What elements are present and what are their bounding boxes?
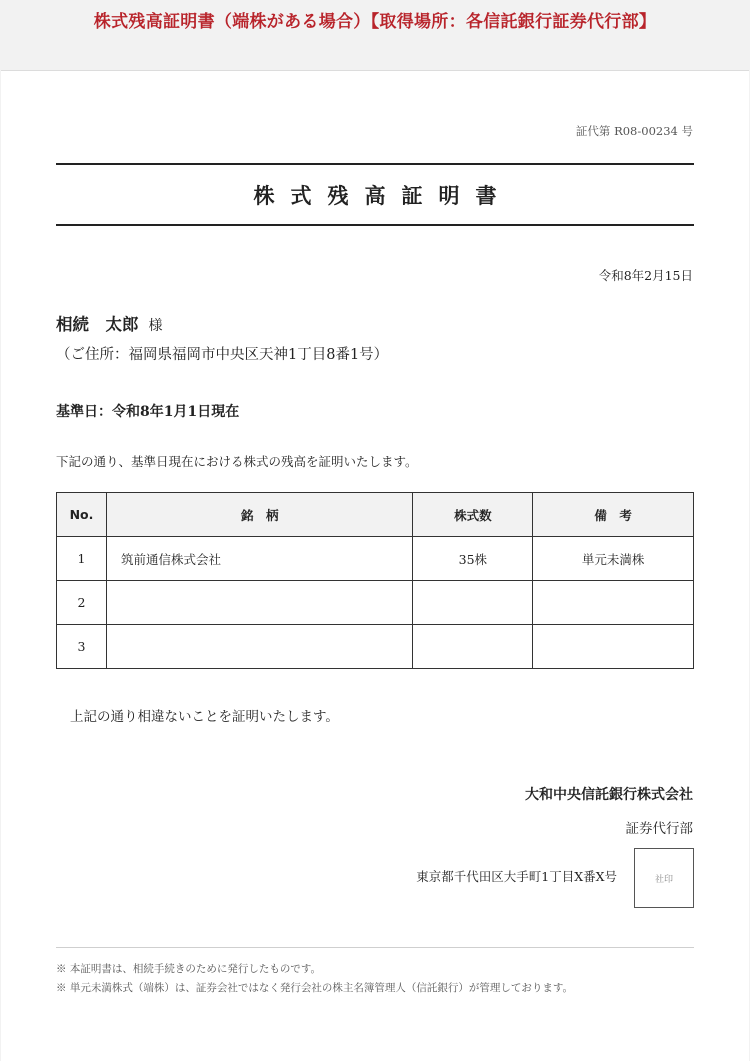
page-header bbox=[0, 0, 750, 70]
issuer-company: 大和中央信託銀行株式会社 bbox=[525, 787, 693, 803]
issue-date: 令和8年2月15日 bbox=[598, 268, 693, 283]
table-row bbox=[57, 581, 694, 625]
column-header-shares: 株式数 bbox=[413, 493, 533, 537]
title-rule-top bbox=[56, 163, 694, 165]
cell-no: 2 bbox=[57, 581, 107, 625]
intro-text: 下記の通り、基準日現在における株式の残高を証明いたします。 bbox=[56, 454, 418, 469]
company-seal bbox=[634, 848, 694, 908]
cell-remarks: 単元未満株 bbox=[533, 537, 694, 581]
footer-divider bbox=[56, 947, 694, 948]
cell-shares bbox=[413, 581, 533, 625]
cell-shares: 35株 bbox=[413, 537, 533, 581]
document-title: 株式残高証明書 bbox=[253, 183, 513, 208]
cell-name bbox=[106, 625, 412, 669]
base-date: 基準日：令和8年1月1日現在 bbox=[56, 404, 240, 420]
footnote: ※ 本証明書は、相続手続きのために発行したものです。 bbox=[56, 963, 321, 975]
cell-no: 3 bbox=[57, 625, 107, 669]
title-rule-bottom bbox=[56, 224, 694, 226]
closing-text: 上記の通り相違ないことを証明いたします。 bbox=[70, 709, 339, 725]
issuer-department: 証券代行部 bbox=[625, 821, 693, 837]
certificate-document bbox=[1, 70, 749, 1061]
column-header-remarks: 備 考 bbox=[533, 493, 694, 537]
cell-name: 筑前通信株式会社 bbox=[106, 537, 412, 581]
company-seal-label: 社印 bbox=[654, 874, 673, 885]
cell-remarks bbox=[533, 581, 694, 625]
column-header-no: No. bbox=[57, 493, 107, 537]
table-header-row bbox=[57, 493, 694, 537]
cell-shares bbox=[413, 625, 533, 669]
recipient-honorific: 様 bbox=[148, 318, 163, 334]
recipient-address: （ご住所：福岡県福岡市中央区天神1丁目8番1号） bbox=[56, 347, 389, 363]
holdings-table bbox=[56, 492, 694, 669]
issuer-address: 東京都千代田区大手町1丁目X番X号 bbox=[416, 869, 617, 884]
certificate-number: 証代第 R08-00234 号 bbox=[575, 124, 693, 138]
footnote: ※ 単元未満株式（端株）は、証券会社ではなく発行会社の株主名簿管理人（信託銀行）が管理しております。 bbox=[56, 982, 573, 994]
recipient-name: 相続 太郎 bbox=[56, 315, 139, 334]
cell-no: 1 bbox=[57, 537, 107, 581]
recipient bbox=[56, 311, 163, 335]
table-row bbox=[57, 625, 694, 669]
column-header-name: 銘 柄 bbox=[106, 493, 412, 537]
cell-remarks bbox=[533, 625, 694, 669]
cell-name bbox=[106, 581, 412, 625]
table-row bbox=[57, 537, 694, 581]
page-header-title: 株式残高証明書（端株がある場合）【取得場所：各信託銀行証券代行部】 bbox=[93, 11, 657, 32]
